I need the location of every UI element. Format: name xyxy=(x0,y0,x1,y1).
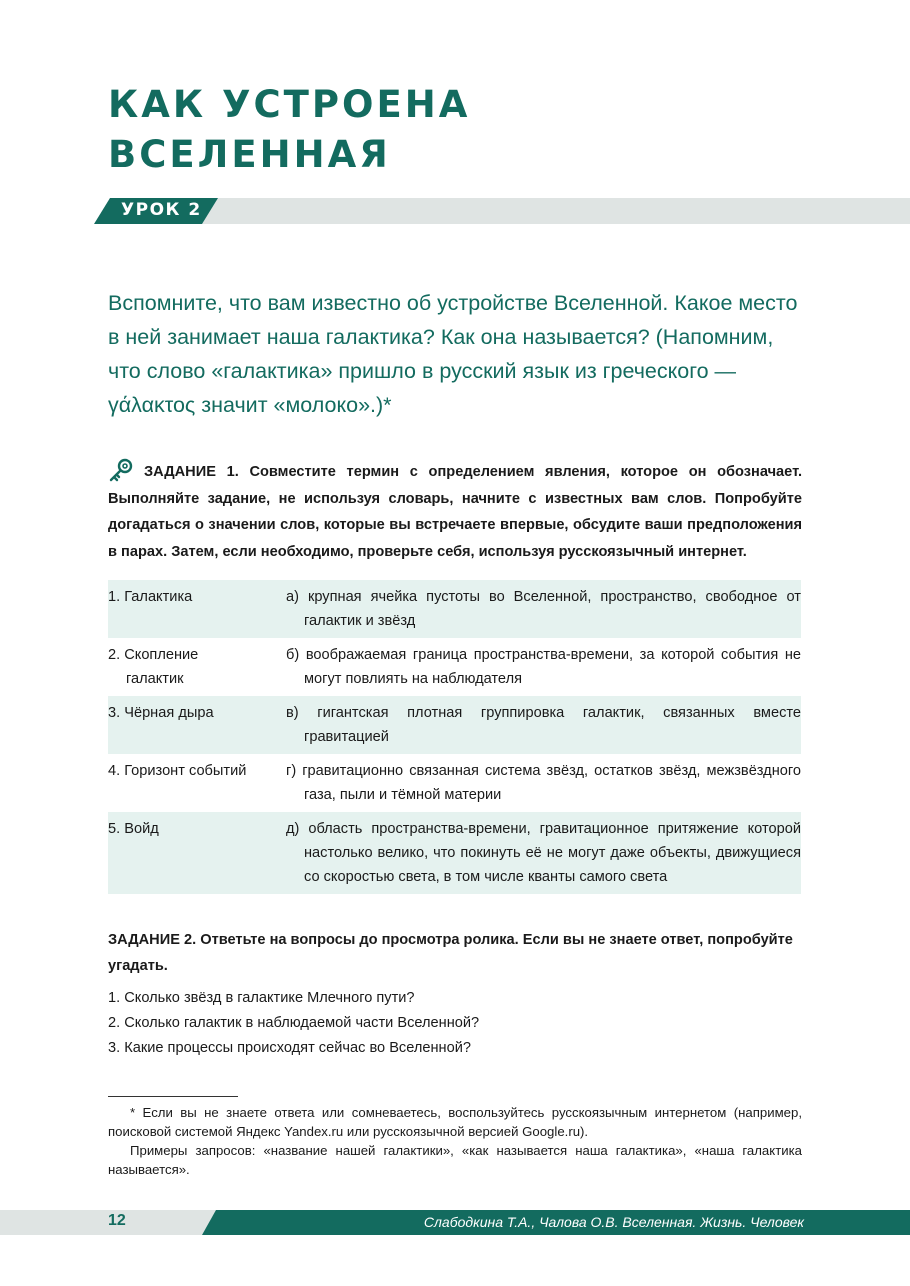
question-list xyxy=(108,986,479,1061)
footnote xyxy=(108,1103,802,1179)
lesson-bar-grey-strip xyxy=(190,198,910,224)
table-row xyxy=(108,638,801,696)
term: 5. Войд xyxy=(108,821,159,837)
page-footer xyxy=(0,1210,910,1235)
definition: г) гравитационно связанная система звёзд, остатков звёзд, межзвёздного газа, пыли и тёмной материи xyxy=(286,763,801,803)
term: 1. Галактика xyxy=(108,589,193,605)
page-number: 12 xyxy=(108,1212,126,1229)
key-icon xyxy=(108,458,136,482)
title-line-2: ВСЕЛЕННАЯ xyxy=(108,133,391,176)
term: 3. Чёрная дыра xyxy=(108,705,214,721)
table-row xyxy=(108,580,801,638)
list-item: 2. Сколько галактик в наблюдаемой части Вселенной? xyxy=(108,1015,480,1031)
lesson-label: УРОК 2 xyxy=(121,200,202,220)
definition: в) гигантская плотная группировка галактик, связанных вместе гравитацией xyxy=(286,705,801,745)
definition: б) воображаемая граница пространства-времени, за которой события не могут повлиять на наблюдателя xyxy=(286,647,801,687)
title-line-1: КАК УСТРОЕНА xyxy=(108,83,471,126)
task-1-label: ЗАДАНИЕ 1. xyxy=(144,464,239,480)
footnote-divider xyxy=(108,1096,238,1097)
table-row xyxy=(108,812,801,894)
lesson-bar xyxy=(0,198,910,224)
table-row xyxy=(108,696,801,754)
page-title xyxy=(108,80,470,180)
intro-question: Вспомните, что вам известно об устройстве Вселенной. Какое место в ней занимает наша галактика? Как она называется? (Напомним, что слово «галактика» пришло в русский язык из греческого — γάλακτος значит «молоко».)* xyxy=(108,291,798,417)
table-row xyxy=(108,754,801,812)
list-item: 3. Какие процессы происходят сейчас во Вселенной? xyxy=(108,1040,471,1056)
task-2-label: ЗАДАНИЕ 2. xyxy=(108,932,197,948)
footnote-paragraph: * Если вы не знаете ответа или сомневаетесь, воспользуйтесь русскоязычным интернетом (например, поисковой системой Яндекс Yandex.ru или русскоязычной версией Google.ru). xyxy=(108,1105,802,1139)
task-2 xyxy=(108,927,802,979)
task-1 xyxy=(108,458,802,565)
term: 4. Горизонт событий xyxy=(108,763,247,779)
footer-credit: Слабодкина Т.А., Чалова О.В. Вселенная. Жизнь. Человек xyxy=(423,1214,804,1230)
footnote-paragraph: Примеры запросов: «название нашей галактики», «как называется наша галактика», «наша галактика называется». xyxy=(108,1143,802,1177)
task-1-text: Совместите термин с определением явления, которое он обозначает. Выполняйте задание, не используя словарь, начните с известных вам слов. Попробуйте догадаться о значении слов, которые вы встречаете впервые, обсудите ваши предположения в парах. Затем, если необходимо, проверьте себя, используя русскоязычный интернет. xyxy=(108,464,803,560)
matching-table xyxy=(108,580,801,894)
list-item: 1. Сколько звёзд в галактике Млечного пути? xyxy=(108,990,415,1006)
term: 2. Скопление галактик xyxy=(108,647,199,687)
definition: д) область пространства-времени, гравитационное притяжение которой настолько велико, что покинуть её не могут даже объекты, движущиеся со скоростью света, в том числе кванты самого света xyxy=(286,821,801,885)
task-2-text: Ответьте на вопросы до просмотра ролика. Если вы не знаете ответ, попробуйте угадать. xyxy=(108,932,793,974)
definition: а) крупная ячейка пустоты во Вселенной, пространство, свободное от галактик и звёзд xyxy=(286,589,801,629)
